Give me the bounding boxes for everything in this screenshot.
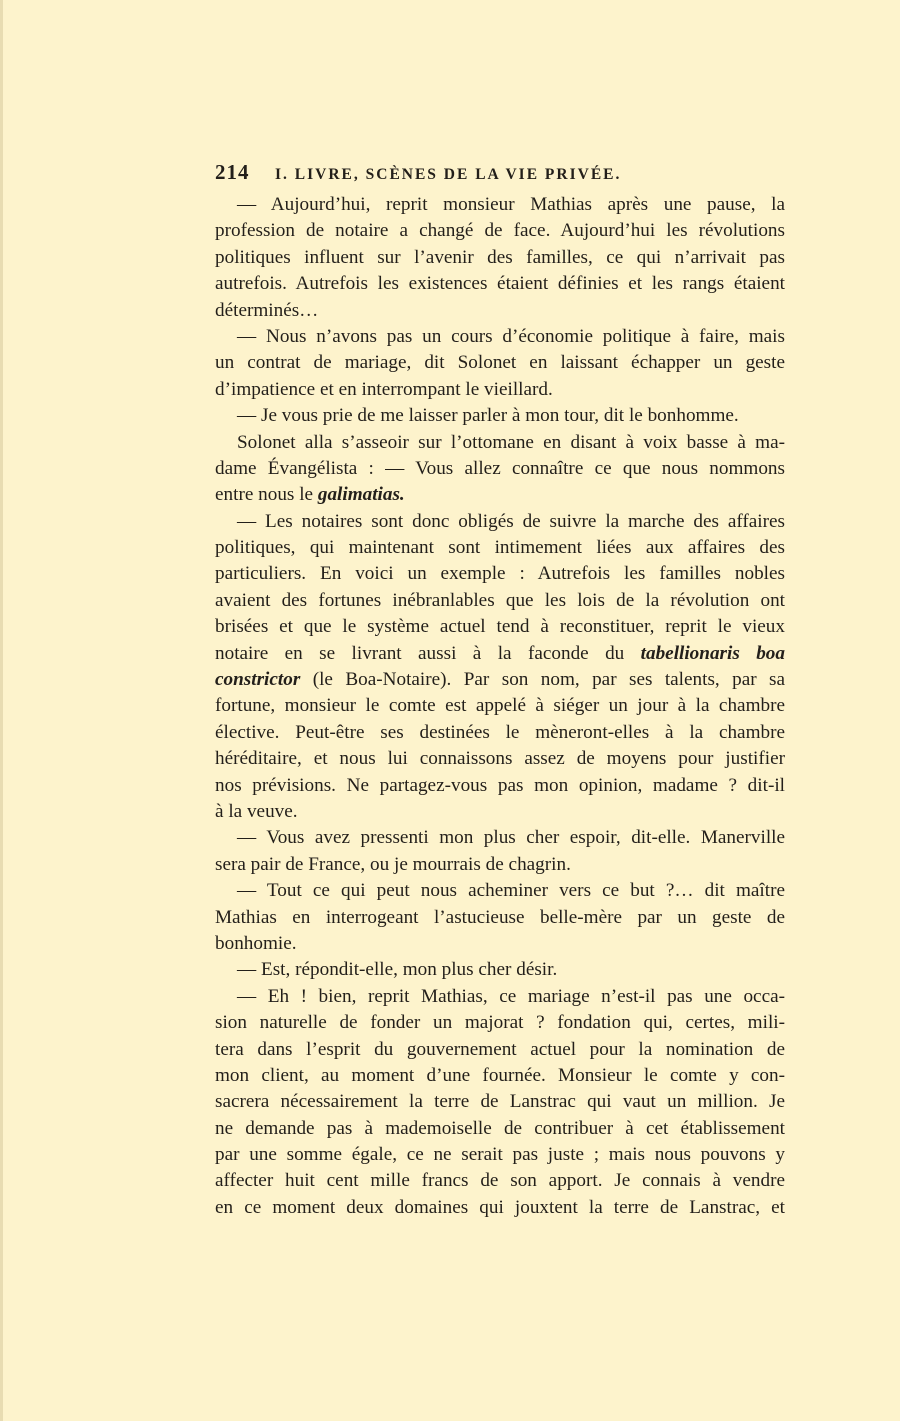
text-line: autrefois. Autrefois les existences étaient définies et les rangs étaient xyxy=(215,273,785,295)
paragraph xyxy=(215,878,785,957)
paragraph xyxy=(215,957,785,983)
text-line xyxy=(215,641,785,667)
text-line: — Les notaires sont donc obligés de suivre la marche des affaires xyxy=(237,510,785,532)
text-line: Solonet alla s’asseoir sur l’ottomane en disant à voix basse à ma- xyxy=(237,431,785,453)
paragraph xyxy=(215,403,785,429)
text-line: — Tout ce qui peut nous acheminer vers ce but ?… dit maître xyxy=(237,880,785,902)
italic-term: galimatias. xyxy=(317,484,405,506)
text-run: entre nous le xyxy=(215,484,318,506)
running-head: I. LIVRE, SCÈNES DE LA VIE PRIVÉE. xyxy=(275,166,622,183)
paragraph xyxy=(215,984,785,1222)
text-line: fortune, monsieur le comte est appelé à siéger un jour à la chambre xyxy=(215,695,785,717)
page-header xyxy=(215,160,785,190)
text-line: politiques, qui maintenant sont intimement liées aux affaires des xyxy=(215,537,785,559)
text-line: — Est, répondit-elle, mon plus cher désir. xyxy=(237,959,558,981)
book-page xyxy=(215,160,785,1221)
text-line: un contrat de mariage, dit Solonet en laissant échapper un geste xyxy=(215,352,785,374)
page-edge-shadow xyxy=(0,0,3,1421)
text-line: déterminés… xyxy=(215,299,319,321)
text-line: sera pair de France, ou je mourrais de chagrin. xyxy=(215,853,571,875)
text-line: tera dans l’esprit du gouvernement actuel pour la nomination de xyxy=(215,1038,785,1060)
text-line: héréditaire, et nous lui connaissons assez de moyens pour justifier xyxy=(215,748,785,770)
text-line: à la veuve. xyxy=(215,800,298,822)
text-line: — Je vous prie de me laisser parler à mon tour, dit le bonhomme. xyxy=(237,405,739,427)
paragraph xyxy=(215,825,785,878)
text-run: (le Boa-Notaire). Par son nom, par ses talents, par sa xyxy=(300,669,785,691)
paragraph xyxy=(215,509,785,826)
text-line: politiques influent sur l’avenir des familles, ce qui n’arrivait pas xyxy=(215,246,785,268)
text-line: ne demande pas à mademoiselle de contribuer à cet établissement xyxy=(215,1117,785,1139)
text-line: élective. Peut-être ses destinées le mèneront-elles à la chambre xyxy=(215,721,785,743)
text-line: dame Évangélista : — Vous allez connaître ce que nous nommons xyxy=(215,457,785,479)
text-line: profession de notaire a changé de face. Aujourd’hui les révolutions xyxy=(215,220,785,242)
text-line: mon client, au moment d’une fournée. Monsieur le comte y con- xyxy=(215,1064,785,1086)
text-line: — Vous avez pressenti mon plus cher espoir, dit-elle. Manerville xyxy=(237,827,785,849)
text-line: brisées et que le système actuel tend à reconstituer, reprit le vieux xyxy=(215,616,785,638)
paragraph xyxy=(215,192,785,324)
text-line: particuliers. En voici un exemple : Autrefois les familles nobles xyxy=(215,563,785,585)
paragraph xyxy=(215,324,785,403)
text-line xyxy=(215,482,785,508)
text-line: — Aujourd’hui, reprit monsieur Mathias après une pause, la xyxy=(237,194,785,215)
text-line: affecter huit cent mille francs de son apport. Je connais à vendre xyxy=(215,1170,785,1192)
text-line: par une somme égale, ce ne serait pas juste ; mais nous pouvons y xyxy=(215,1144,785,1166)
text-line: bonhomie. xyxy=(215,932,297,954)
text-run: notaire en se livrant aussi à la faconde du xyxy=(215,642,641,664)
text-line: sion naturelle de fonder un majorat ? fondation qui, certes, mili- xyxy=(215,1012,785,1034)
text-line: avaient des fortunes inébranlables que les lois de la révolution ont xyxy=(215,589,785,611)
text-line: sacrera nécessairement la terre de Lanstrac qui vaut un million. Je xyxy=(215,1091,785,1113)
text-line: Mathias en interrogeant l’astucieuse belle-mère par un geste de xyxy=(215,906,785,928)
text-line: d’impatience et en interrompant le vieillard. xyxy=(215,378,553,400)
text-line xyxy=(215,667,785,693)
italic-term: constrictor xyxy=(215,669,301,691)
italic-term: tabellionaris boa xyxy=(640,642,785,664)
text-line: — Eh ! bien, reprit Mathias, ce mariage n’est-il pas une occa- xyxy=(237,985,785,1007)
text-line: nos prévisions. Ne partagez-vous pas mon opinion, madame ? dit-il xyxy=(215,774,785,796)
text-line: en ce moment deux domaines qui jouxtent la terre de Lanstrac, et xyxy=(215,1196,785,1218)
paragraph xyxy=(215,430,785,509)
page-number: 214 xyxy=(215,160,250,184)
text-line: — Nous n’avons pas un cours d’économie politique à faire, mais xyxy=(237,325,785,347)
